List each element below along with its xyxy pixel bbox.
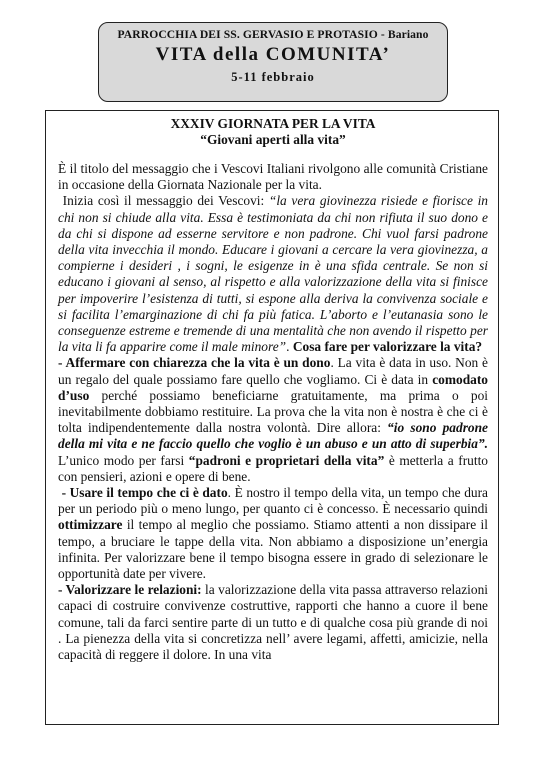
section-gift-text: . La vita è data in uso. Non è un regalo del quale possiamo fare quello che vogliamo. Ci è data in <box>58 355 488 387</box>
article-title: XXXIV GIORNATA PER LA VITA <box>170 116 376 131</box>
section-gift-text-3: L’unico modo per farsi <box>58 452 189 468</box>
bulletin-date: 5-11 febbraio <box>231 70 315 84</box>
paragraph-message <box>58 193 488 355</box>
section-gift-text-2: perché possiamo beneficiarne gratuitamente, ma prima o poi inevitabilmente dobbiamo restituire. La prova che la vita non è nostra è che ci è tolta indipendentemente dalla nostra volontà. Dire allora: <box>58 387 488 436</box>
article-subtitle: “Giovani aperti alla vita” <box>200 132 346 147</box>
bishops-quote: “la vera giovinezza risiede e fiorisce in chi non si chiude alla vita. Essa è testimoniata da chi non rifiuta il suo dono e da chi si dispone ad esserne servitore e non padrone. Chi vuol farsi padrone della vita invecchia il mondo. Educare i giovani a cercare la vera giovinezza, a compierne i desideri , i sogni, le esigenze in è una sfida centrale. Se non si educano i giovani al senso, al rispetto e alla valorizzazione della vita si finisce per impoverire l’esistenza di tutti, si espone alla deriva la convivenza sociale e si facilita l’emarginazione di chi fa più fatica. L’aborto e l’eutanasia sono le conseguenze estreme e tremende di una mentalità che non avendo il rispetto per la vita li fa apparire come il male minore” <box>58 193 489 355</box>
section-relations-text: la valorizzazione della vita passa attraverso relazioni capaci di costruire convivenze costruttive, rapporti che hanno a cuore il bene comune, tali da farci sentire parte di un tutto e di qualche cosa più grande di noi . La pienezza della vita si concretizza nell’ avere legami, affetti, amicizie, nella capacità di reggere il dolore. In una vita <box>58 582 488 663</box>
section-time-bold: ottimizzare <box>58 517 123 533</box>
bulletin-header <box>98 22 448 102</box>
section-time-text: . È nostro il tempo della vita, un tempo che dura per un periodo più o meno lungo, per quanto ci è concesso. È necessario quindi <box>58 485 488 517</box>
section-relations-heading: - Valorizzare le relazioni: <box>58 582 202 598</box>
message-end: . <box>286 339 293 355</box>
section-gift-bold: comodato d’uso <box>58 371 488 403</box>
section-relations <box>58 582 488 663</box>
parish-name: PARROCCHIA DEI SS. GERVASIO E PROTASIO - Bariano <box>117 28 429 41</box>
section-time-text-2: il tempo al meglio che possiamo. Stiamo attenti a non dissipare il tempo, a bruciare le tappe della vita. Non abbiamo a disposizione un’energia infinita. Per valorizzare bene il tempo bisogna essere in grado di selezionare le opportunità date per vivere. <box>58 517 488 582</box>
question-heading: Cosa fare per valorizzare la vita? <box>292 339 483 355</box>
section-gift-bold-2: “padroni e proprietari della vita” <box>188 452 385 468</box>
paragraph-intro: È il titolo del messaggio che i Vescovi Italiani rivolgono alle comunità Cristiane in occasione della Giornata Nazionale per la vita. <box>58 161 488 193</box>
section-time <box>58 485 488 582</box>
article-box <box>45 110 499 725</box>
section-gift <box>58 355 488 485</box>
section-time-heading: - Usare il tempo che ci è dato <box>61 485 228 501</box>
message-intro: Inizia così il messaggio dei Vescovi: <box>62 193 269 209</box>
article-body <box>58 161 488 663</box>
bulletin-title: VITA della COMUNITA’ <box>155 44 391 65</box>
section-gift-heading: - Affermare con chiarezza che la vita è un dono <box>58 355 331 371</box>
section-gift-quote: “io sono padrone della mi vita e ne faccio quello che voglio è un abuso e un atto di superbia”. <box>58 420 488 452</box>
section-gift-text-4: è metterla a frutto con pensieri, azioni e opere di bene. <box>58 452 488 484</box>
